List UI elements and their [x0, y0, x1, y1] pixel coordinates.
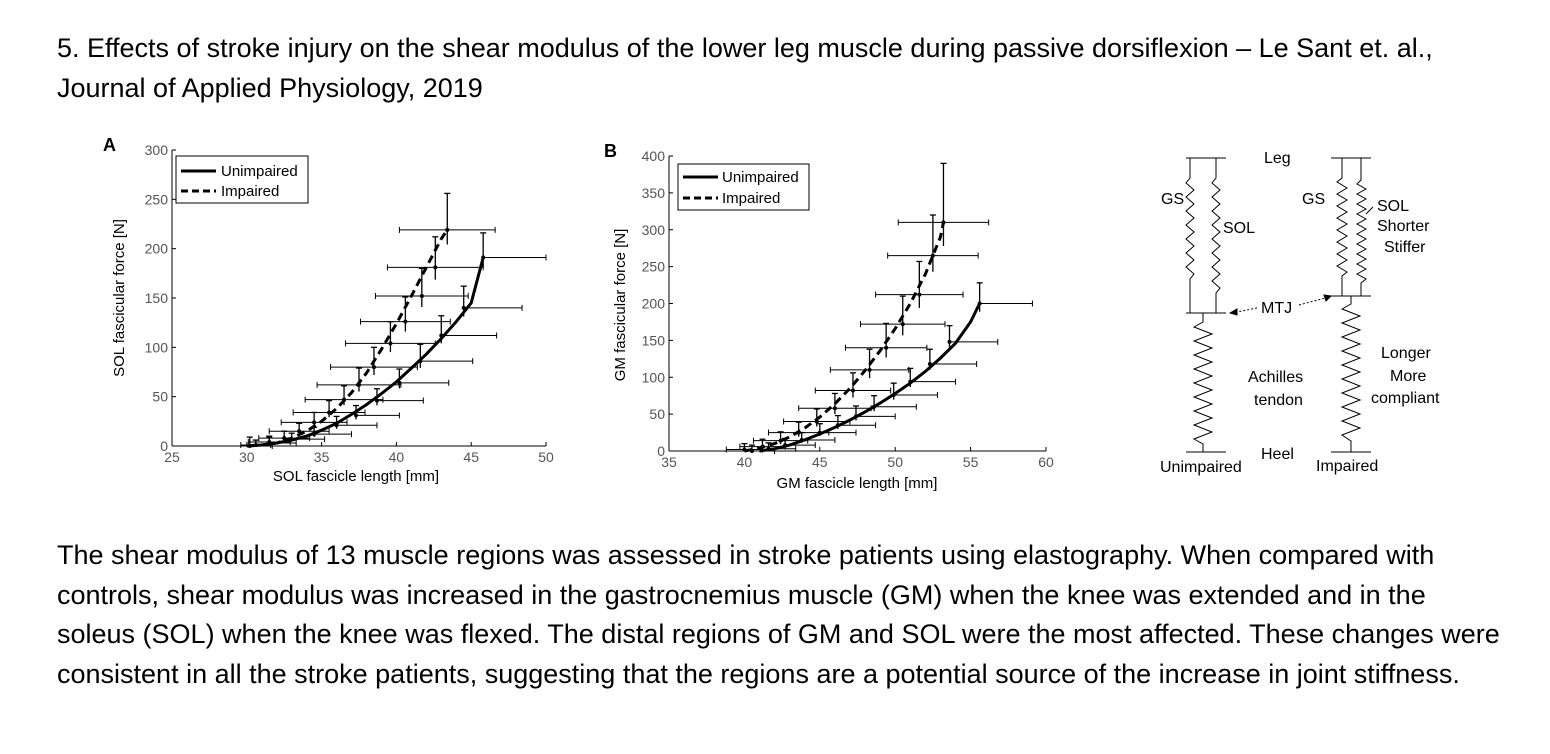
left-gs-spring: [1186, 158, 1194, 313]
panel-a-x-tick-label: 25: [164, 449, 180, 465]
label-impaired: Impaired: [1316, 458, 1379, 475]
panel-a-y-tick-label: 300: [144, 142, 168, 158]
label-compliant: compliant: [1371, 390, 1440, 407]
mtj-arrowhead-left: [1230, 309, 1237, 315]
panel-b-legend: [678, 164, 809, 210]
label-heel: Heel: [1261, 446, 1294, 463]
panel-a-impaired-errorbar: [269, 423, 329, 434]
panel-a-series-impaired-line: [247, 230, 447, 446]
panel-b-y-tick-label: 50: [649, 406, 665, 423]
panel-a-chart: [103, 135, 554, 485]
body-paragraph: The shear modulus of 13 muscle regions was assessed in stroke patients using elastography. When compared with controls, shear modulus was increased in the gastrocnemius muscle (GM) when the knee was extended and in the soleus (SOL) when the knee was flexed. The distal regions of GM and SOL were the most affected. These changes were consistent in all the stroke patients, suggesting that the regions are a potential source of the increase in joint stiffness.: [57, 540, 1500, 689]
panel-a-unimpaired-errorbar: [461, 286, 522, 316]
panel-a-impaired-errorbar: [331, 347, 418, 375]
label-mtj: MTJ: [1261, 300, 1293, 317]
panel-a-y-tick-label: 100: [144, 339, 168, 356]
panel-b-y-tick-label: 150: [641, 332, 665, 349]
panel-b-impaired-errorbar: [799, 393, 871, 414]
panel-a-impaired-errorbar: [399, 193, 495, 244]
panel-a-x-tick-label: 50: [538, 449, 554, 465]
label-gs-left: GS: [1161, 191, 1185, 208]
panel-b-x-tick-label: 45: [812, 454, 828, 470]
label-longer: Longer: [1381, 345, 1431, 362]
label-leg: Leg: [1264, 150, 1291, 167]
label-sol-right: SOL: [1377, 198, 1410, 215]
panel-a-y-tick-label: 50: [152, 388, 168, 405]
panel-b-y-tick-label: 350: [641, 184, 665, 201]
panel-b-y-tick-label: 250: [641, 258, 665, 275]
panel-a-legend-impaired: Impaired: [221, 183, 280, 200]
panel-a-series-unimpaired-line: [247, 258, 483, 447]
panel-a-legend: [176, 156, 308, 203]
right-sol-spring: [1357, 158, 1366, 296]
panel-b-chart: [604, 141, 1054, 492]
label-stiffer: Stiffer: [1384, 239, 1426, 256]
panel-b-x-tick-label: 55: [962, 454, 979, 470]
mtj-arrowhead-right: [1324, 295, 1331, 301]
panel-b-x-tick-label: 40: [736, 454, 753, 470]
right-gs-spring: [1337, 158, 1347, 296]
page-title: 5. Effects of stroke injury on the shear modulus of the lower leg muscle during passive dorsiflexion – Le Sant et. al., Journal of Applied Physiology, 2019: [57, 33, 1433, 103]
panel-a-x-tick-label: 35: [313, 449, 330, 465]
panel-a-impaired-errorbar: [360, 297, 450, 332]
label-unimpaired: Unimpaired: [1160, 459, 1242, 476]
panel-b-x-tick-label: 35: [661, 454, 677, 470]
panel-b-xlabel: GM fascicle length [mm]: [776, 475, 938, 492]
label-gs-right: GS: [1302, 191, 1326, 208]
panel-a-impaired-errorbar: [387, 237, 483, 280]
panel-a-letter: A: [103, 135, 116, 155]
panel-a-impaired-errorbar: [346, 322, 436, 352]
panel-a-x-tick-label: 40: [388, 449, 405, 465]
panel-b-unimpaired-errorbar: [927, 349, 977, 370]
panel-b-impaired-errorbar: [861, 296, 945, 335]
panel-b-series-impaired-line: [744, 222, 943, 451]
panel-b-impaired-errorbar: [815, 373, 890, 398]
label-more: More: [1390, 368, 1427, 385]
mtj-arrow-right: [1299, 297, 1329, 305]
panel-b-impaired-errorbar: [888, 215, 978, 272]
panel-a-unimpaired-errorbar: [374, 389, 423, 406]
panel-b-y-tick-label: 0: [657, 443, 665, 459]
panel-b-x-tick-label: 60: [1038, 454, 1054, 470]
panel-b-legend-unimpaired: Unimpaired: [722, 169, 799, 186]
left-achilles-spring: [1194, 313, 1212, 452]
panel-a-y-tick-label: 200: [144, 240, 168, 257]
panel-b-ylabel: GM fascicular force [N]: [612, 228, 629, 382]
panel-b-y-tick-label: 300: [641, 221, 665, 238]
panel-a-unimpaired-errorbar: [438, 316, 496, 344]
panel-b-impaired-errorbar: [845, 323, 926, 357]
panel-b-x-tick-label: 50: [887, 454, 903, 470]
sol-pointer: [1366, 207, 1373, 214]
panel-a-x-tick-label: 45: [463, 449, 479, 465]
panel-b-y-tick-label: 400: [641, 148, 665, 164]
panel-a-y-tick-label: 250: [144, 191, 168, 208]
left-sol-spring: [1212, 158, 1220, 313]
panel-a-ylabel: SOL fascicular force [N]: [111, 219, 128, 377]
panel-b-y-tick-label: 100: [641, 369, 665, 386]
panel-b-y-tick-label: 200: [641, 295, 665, 312]
panel-a-y-tick-label: 150: [144, 290, 168, 306]
panel-b-legend-impaired: Impaired: [722, 190, 781, 207]
right-achilles-spring: [1342, 296, 1360, 452]
panel-b-impaired-errorbar: [876, 261, 963, 307]
panel-a-unimpaired-errorbar: [396, 369, 448, 388]
label-tendon: tendon: [1254, 392, 1303, 409]
panel-b-impaired-errorbar: [898, 163, 988, 246]
panel-a-plot: [241, 193, 546, 449]
panel-a-impaired-errorbar: [375, 268, 468, 307]
figure: [0, 130, 1550, 500]
label-shorter: Shorter: [1377, 218, 1430, 235]
panel-b-impaired-errorbar: [830, 349, 908, 378]
label-sol-left: SOL: [1223, 220, 1256, 237]
label-achilles: Achilles: [1248, 369, 1304, 386]
panel-b-unimpaired-errorbar: [977, 283, 1033, 312]
panel-b-letter: B: [604, 141, 617, 161]
panel-a-x-tick-label: 30: [239, 449, 255, 465]
panel-b-unimpaired-errorbar: [907, 368, 955, 387]
panel-a-unimpaired-errorbar: [480, 233, 546, 268]
panel-a-legend-unimpaired: Unimpaired: [221, 163, 298, 180]
panel-a-xlabel: SOL fascicle length [mm]: [272, 468, 440, 485]
panel-a-y-tick-label: 0: [160, 438, 168, 454]
